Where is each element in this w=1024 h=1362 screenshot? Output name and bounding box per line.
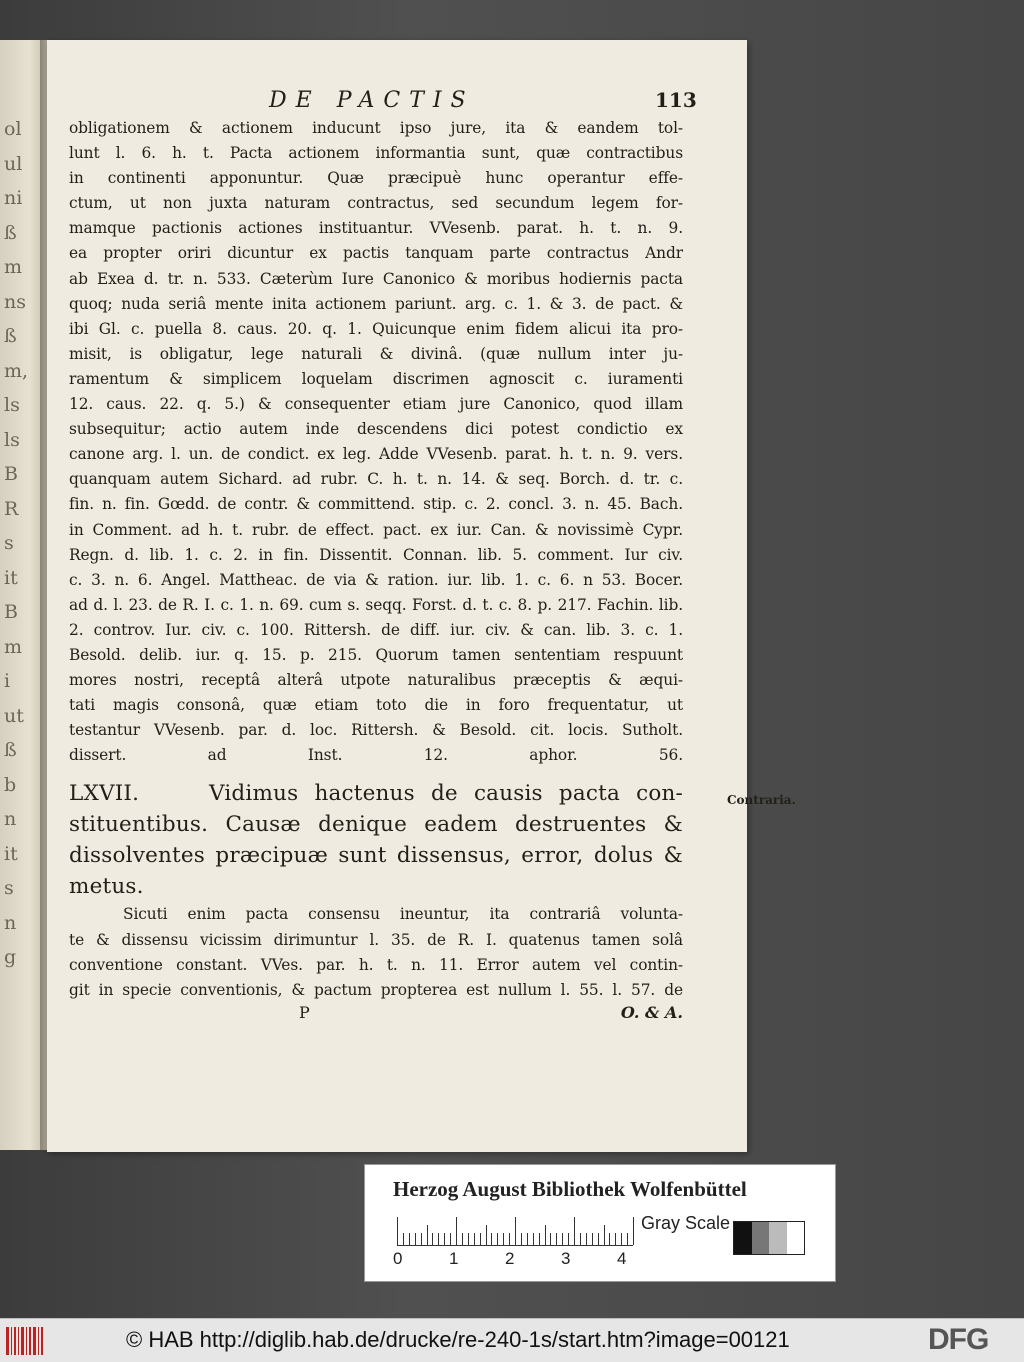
ruler-tick (427, 1225, 428, 1245)
ruler-tick (497, 1233, 498, 1245)
ruler-tick (486, 1225, 487, 1245)
barcode-icon (6, 1327, 46, 1355)
section-number: LXVII. (69, 781, 140, 807)
ruler-tick (592, 1233, 593, 1245)
gray-scale-swatches (733, 1221, 805, 1255)
text-line: ctum, ut non juxta naturam contractus, sed secundum legem for- (69, 194, 683, 213)
text-line: Besold. delib. iur. q. 15. p. 215. Quorum tamen sententiam respuunt (69, 645, 683, 664)
facing-page-fragment: it (4, 566, 18, 589)
barcode-bar (29, 1327, 31, 1355)
facing-page-fragment: ut (4, 704, 24, 727)
text-line: quoq; nuda seriâ mente inita actionem pariunt. arg. c. 1. & 3. de pact. & (69, 294, 683, 313)
dfg-logo: DFG (928, 1323, 989, 1356)
page-number: 113 (655, 88, 697, 112)
ruler-tick (586, 1233, 587, 1245)
text-line: subsequitur; actio autem inde descendens dici potest condictio ex (69, 420, 683, 439)
facing-page-fragment: ß (4, 221, 17, 244)
section-line (69, 778, 683, 809)
signature-mark: P (299, 1002, 310, 1022)
facing-page-edge (0, 40, 42, 1150)
ruler-tick (621, 1233, 622, 1245)
barcode-bar (11, 1327, 12, 1355)
ruler-tick (545, 1225, 546, 1245)
facing-page-fragment: m (4, 256, 23, 278)
facing-page-fragment: ls (4, 394, 20, 416)
ruler-tick (627, 1233, 628, 1245)
text-line: 12. caus. 22. q. 5.) & consequenter etiam jure Canonico, quod illam (69, 395, 683, 414)
gray-swatch (787, 1222, 805, 1254)
text-line: mores nostri, receptâ alterâ utpote naturalibus præceptis & æqui- (69, 671, 683, 690)
ruler-tick (580, 1233, 581, 1245)
ruler-tick (604, 1225, 605, 1245)
text-line: ibi Gl. c. puella 8. caus. 20. q. 1. Quicunque enim fidem alicui ita pro- (69, 319, 683, 338)
ruler-tick (438, 1233, 439, 1245)
facing-page-fragment: R (4, 497, 19, 520)
ruler-tick (509, 1233, 510, 1245)
ruler-tick (568, 1233, 569, 1245)
facing-page-fragment: ol (4, 118, 22, 140)
facing-page-fragment: n (4, 808, 17, 830)
ruler-tick (598, 1233, 599, 1245)
ruler-tick (403, 1233, 404, 1245)
gray-scale-label: Gray Scale (641, 1213, 731, 1233)
gray-swatch (734, 1222, 752, 1254)
barcode-bar (33, 1327, 36, 1355)
text-line: Sicuti enim pacta consensu ineuntur, ita contrariâ volunta- (123, 905, 683, 924)
facing-page-fragment: g (4, 946, 17, 968)
gray-swatch (752, 1222, 770, 1254)
facing-page-fragment: ul (4, 152, 23, 175)
text-line: ab Exea d. tr. n. 533. Cæterùm Iure Canonico & moribus hodiernis pacta (69, 269, 683, 288)
ruler-tick (550, 1233, 551, 1245)
footer-bar (0, 1318, 1024, 1362)
text-line: ea propter oriri dicuntur ex pactis tanquam parte contractus Andr (69, 244, 683, 263)
barcode-bar (18, 1327, 19, 1355)
text-line: 2. controv. Iur. civ. c. 100. Rittersh. de diff. iur. civ. & can. lib. 3. c. 1. (69, 620, 683, 639)
marginal-note: Contraria. (727, 793, 796, 807)
ruler-tick (421, 1233, 422, 1245)
ruler-tick (474, 1233, 475, 1245)
section-text: Vidimus hactenus de causis pacta con- (209, 781, 683, 807)
ruler-tick (450, 1233, 451, 1245)
barcode-bar (6, 1327, 9, 1355)
text-line: in Comment. ad h. t. rubr. de effect. pact. ex iur. Can. & novissimè Cypr. (69, 520, 683, 539)
ruler-tick (397, 1217, 398, 1245)
facing-page-fragment: b (4, 773, 17, 796)
book-page (47, 40, 796, 1152)
facing-page-fragment: s (4, 877, 14, 899)
scale-label: 3 (561, 1249, 571, 1268)
ruler-tick (462, 1233, 463, 1245)
facing-page-fragment: s (4, 532, 14, 554)
scale-labels (393, 1249, 653, 1269)
facing-page-fragment: n (4, 911, 17, 934)
ruler-tick (527, 1233, 528, 1245)
barcode-bar (21, 1327, 24, 1355)
text-line: in continenti apponuntur. Quæ præcipuè hunc operantur effe- (69, 169, 683, 188)
ruler-tick (574, 1217, 575, 1245)
gray-swatch (769, 1222, 787, 1254)
scale-label: 1 (449, 1249, 459, 1268)
page-header (47, 88, 747, 118)
ruler-tick (409, 1233, 410, 1245)
text-line: lunt l. 6. h. t. Pacta actionem informantia sunt, quæ contractibus (69, 144, 683, 163)
barcode-bar (14, 1327, 16, 1355)
facing-page-fragment: m, (4, 359, 29, 382)
text-line: tati magis consonâ, quæ etiam toto die in foro frequentatur, ut (69, 696, 683, 715)
ruler-tick (521, 1233, 522, 1245)
facing-page-fragment: i (4, 670, 11, 692)
text-line: misit, is obligatur, lege naturali & divinâ. (quæ nullum inter ju- (69, 344, 683, 363)
running-title: DE PACTIS (269, 88, 475, 113)
text-line: git in specie conventionis, & pactum propterea est nullum l. 55. l. 57. de (69, 980, 683, 999)
ruler-tick (444, 1233, 445, 1245)
ruler-tick (609, 1233, 610, 1245)
text-line: ramentum & simplicem loquelam discrimen agnoscit c. iuramenti (69, 369, 683, 388)
barcode-bar (26, 1327, 27, 1355)
scale-ruler (397, 1215, 633, 1246)
ruler-tick (480, 1233, 481, 1245)
facing-page-fragment: ß (4, 325, 17, 347)
library-name: Herzog August Bibliothek Wolfenbüttel (393, 1177, 747, 1201)
calibration-card (364, 1164, 836, 1282)
ruler-tick (491, 1233, 492, 1245)
ruler-tick (415, 1233, 416, 1245)
text-line: mamque pactionis actiones instituantur. VVesenb. parat. h. t. n. 9. (69, 219, 683, 238)
ruler-tick (562, 1233, 563, 1245)
ruler-tick (633, 1217, 634, 1245)
facing-page-fragment: m (4, 635, 23, 658)
ruler-tick (539, 1233, 540, 1245)
section-line: metus. (69, 874, 144, 900)
ruler-tick (468, 1233, 469, 1245)
text-line: quanquam autem Sichard. ad rubr. C. h. t. n. 14. & seq. Borch. d. tr. c. (69, 470, 683, 489)
facing-page-fragment: ls (4, 428, 20, 451)
text-line: c. 3. n. 6. Angel. Mattheac. de via & ration. iur. lib. 1. c. 6. n 53. Bocer. (69, 570, 683, 589)
ruler-tick (456, 1217, 457, 1245)
ruler-tick (533, 1233, 534, 1245)
ruler-tick (556, 1233, 557, 1245)
ruler-tick (615, 1233, 616, 1245)
facing-page-fragment: it (4, 842, 18, 865)
scale-label: 4 (617, 1249, 627, 1268)
facing-page-fragment: B (4, 463, 18, 485)
text-line: testantur VVesenb. par. d. loc. Rittersh. & Besold. cit. locis. Sutholt. (69, 721, 683, 740)
copyright-link[interactable]: © HAB http://diglib.hab.de/drucke/re-240-1s/start.htm?image=00121 (126, 1327, 790, 1352)
page-body (69, 116, 683, 1029)
section-line: stituentibus. Causæ denique eadem destruentes & (69, 812, 683, 838)
text-line: ad d. l. 23. de R. I. c. 1. n. 69. cum s. seqq. Forst. d. t. c. 8. p. 217. Fachin. lib. (69, 595, 683, 614)
facing-page-fragment: B (4, 601, 18, 623)
text-line: fin. n. fin. Gœdd. de contr. & committend. stip. c. 2. concl. 3. n. 45. Bach. (69, 495, 683, 514)
ruler-tick (515, 1217, 516, 1245)
barcode-bar (38, 1327, 39, 1355)
facing-page-fragment: ß (4, 739, 17, 761)
text-line: te & dissensu vicissim dirimuntur l. 35. de R. I. quatenus tamen solâ (69, 930, 683, 949)
scale-label: 2 (505, 1249, 515, 1268)
ruler-tick (432, 1233, 433, 1245)
ruler-tick (503, 1233, 504, 1245)
text-line: obligationem & actionem inducunt ipso jure, ita & eandem tol- (69, 119, 683, 137)
facing-page-fragment: ns (4, 290, 26, 313)
text-line: conventione constant. VVes. par. h. t. n. 11. Error autem vel contin- (69, 955, 683, 974)
section-line: dissolventes præcipuæ sunt dissensus, error, dolus & (69, 843, 683, 869)
text-line: canone arg. l. un. de condict. ex leg. Adde VVesenb. parat. h. t. n. 9. vers. (69, 445, 683, 464)
scale-label: 0 (393, 1249, 403, 1268)
text-line: dissert. ad Inst. 12. aphor. 56. (69, 746, 683, 765)
text-line: Regn. d. lib. 1. c. 2. in fin. Dissentit. Connan. lib. 5. comment. Iur civ. (69, 545, 683, 564)
catchword: O. & A. (620, 1002, 683, 1022)
barcode-bar (41, 1327, 43, 1355)
page-footer-line (69, 1003, 683, 1029)
facing-page-fragment: ni (4, 187, 23, 209)
